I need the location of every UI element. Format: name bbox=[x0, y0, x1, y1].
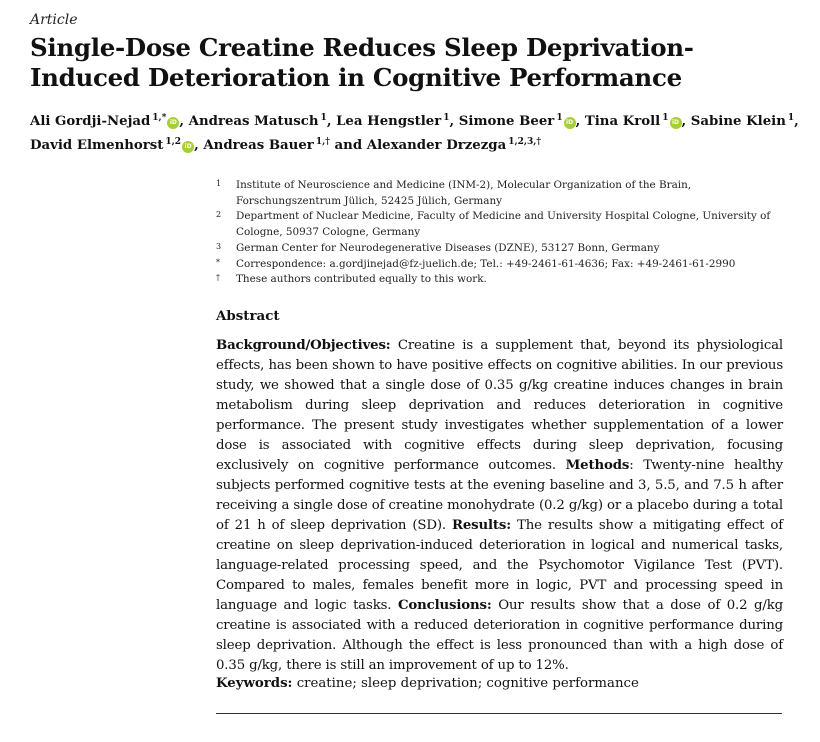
abstract-section-text: : Twenty-nine healthy subjects performed cognitive tests at the evening baseline and 3, 5.5, and 7.5 h after receiving a single dose of creatine monohydrate (0.2 g/kg) or a placebo during a total of 21 h of sleep deprivation (SD). bbox=[216, 458, 784, 533]
author-separator: , bbox=[449, 114, 459, 129]
author-and: and bbox=[329, 138, 367, 153]
keywords-text: creatine; sleep deprivation; cognitive performance bbox=[292, 676, 639, 691]
author-name[interactable]: Andreas Bauer bbox=[203, 138, 314, 153]
affiliation-item bbox=[216, 178, 786, 209]
affiliation-text: German Center for Neurodegenerative Diseases (DZNE), 53127 Bonn, Germany bbox=[236, 241, 660, 254]
author-affiliation-sup: 1,2,3,† bbox=[508, 137, 542, 147]
abstract-section-label: Background/Objectives: bbox=[216, 338, 391, 353]
abstract-body bbox=[216, 336, 783, 676]
article-type-label: Article bbox=[30, 12, 78, 28]
abstract-section-text: Creatine is a supplement that, beyond its physiological effects, has been shown to have positive effects on cognitive abilities. In our previous study, we showed that a single dose of 0.35 g/kg creatine induces changes in brain metabolism during sleep deprivation and reduces deterioration in cognitive performance. The present study investigates whether supplementation of a lower dose is associated with cognitive effects during sleep deprivation, focusing exclusively on cognitive performance outcomes. bbox=[216, 338, 783, 473]
author-name[interactable]: Simone Beer bbox=[458, 114, 555, 129]
affiliation-marker: † bbox=[216, 273, 220, 283]
author-separator: , bbox=[194, 138, 204, 153]
affiliation-item bbox=[216, 257, 786, 273]
affiliation-marker: * bbox=[216, 257, 220, 267]
orcid-icon[interactable]: iD bbox=[670, 117, 682, 129]
author-name[interactable]: Sabine Klein bbox=[690, 114, 786, 129]
abstract-section-text: The results show a mitigating effect of creatine on sleep deprivation-induced deterioration in logical and numerical tasks, language-related processing speed, and the Psychomotor Vigilance Test (PVT). Compared to males, females benefit more in logic, PVT and processing speed in language and logic tasks. bbox=[216, 518, 783, 613]
affiliation-text: These authors contributed equally to this work. bbox=[236, 273, 487, 286]
author-name[interactable]: Alexander Drzezga bbox=[366, 138, 507, 153]
author-separator: , bbox=[179, 114, 189, 129]
author-separator: , bbox=[681, 114, 691, 129]
affiliations-list bbox=[216, 178, 786, 288]
abstract-section-label: Conclusions: bbox=[398, 598, 492, 613]
keywords bbox=[216, 674, 783, 694]
affiliation-item bbox=[216, 241, 786, 257]
affiliation-item bbox=[216, 272, 786, 288]
abstract-heading: Abstract bbox=[216, 308, 280, 324]
affiliation-text: Department of Nuclear Medicine, Faculty of Medicine and University Hospital Cologne, University of Cologne, 50937 Cologne, Germany bbox=[236, 210, 771, 239]
author-name[interactable]: Ali Gordji-Nejad bbox=[30, 114, 151, 129]
paper-title: Single-Dose Creatine Reduces Sleep Deprivation-Induced Deterioration in Cognitive Performance bbox=[30, 33, 694, 92]
author-list bbox=[30, 108, 800, 156]
abstract-section-text: Our results show that a dose of 0.2 g/kg creatine is associated with a reduced deterioration in cognitive performance during sleep deprivation. Although the effect is less pronounced than with a high dose of 0.35 g/kg, there is still an improvement of up to 12%. bbox=[216, 598, 783, 673]
author-affiliation-sup: 1,† bbox=[315, 137, 330, 147]
author-line bbox=[30, 108, 800, 132]
author-affiliation-sup: 1 bbox=[662, 113, 669, 123]
author-affiliation-sup: 1 bbox=[320, 113, 327, 123]
affiliation-marker: 2 bbox=[216, 210, 222, 220]
correspondence-text[interactable]: Correspondence: a.gordjinejad@fz-juelich.de; Tel.: +49-2461-61-4636; Fax: +49-2461-61-2990 bbox=[236, 257, 736, 270]
divider bbox=[216, 713, 782, 714]
affiliation-marker: 1 bbox=[216, 179, 222, 188]
author-affiliation-sup: 1 bbox=[443, 113, 450, 123]
author-separator: , bbox=[794, 114, 799, 129]
orcid-icon[interactable]: iD bbox=[167, 117, 179, 129]
affiliation-item bbox=[216, 209, 786, 240]
abstract-section-label: Results: bbox=[451, 518, 512, 533]
orcid-icon[interactable]: iD bbox=[182, 141, 194, 153]
author-name[interactable]: Lea Hengstler bbox=[336, 114, 442, 129]
author-affiliation-sup: 1 bbox=[556, 113, 563, 123]
author-affiliation-sup: 1 bbox=[787, 113, 795, 123]
author-separator: , bbox=[575, 114, 585, 129]
orcid-icon[interactable]: iD bbox=[564, 117, 576, 129]
author-name[interactable]: Tina Kroll bbox=[584, 114, 661, 129]
affiliation-marker: 3 bbox=[216, 241, 222, 251]
author-line bbox=[30, 132, 800, 156]
author-affiliation-sup: 1,* bbox=[152, 113, 167, 123]
keywords-label: Keywords: bbox=[216, 676, 293, 691]
author-name[interactable]: David Elmenhorst bbox=[30, 138, 164, 153]
author-separator: , bbox=[326, 114, 337, 129]
abstract-section-label: Methods bbox=[565, 458, 630, 473]
affiliation-text: Institute of Neuroscience and Medicine (INM-2), Molecular Organization of the Brain, Forschungszentrum Jülich, 52425 Jülich, Germany bbox=[236, 179, 692, 207]
author-affiliation-sup: 1,2 bbox=[165, 137, 182, 147]
author-name[interactable]: Andreas Matusch bbox=[188, 114, 319, 129]
